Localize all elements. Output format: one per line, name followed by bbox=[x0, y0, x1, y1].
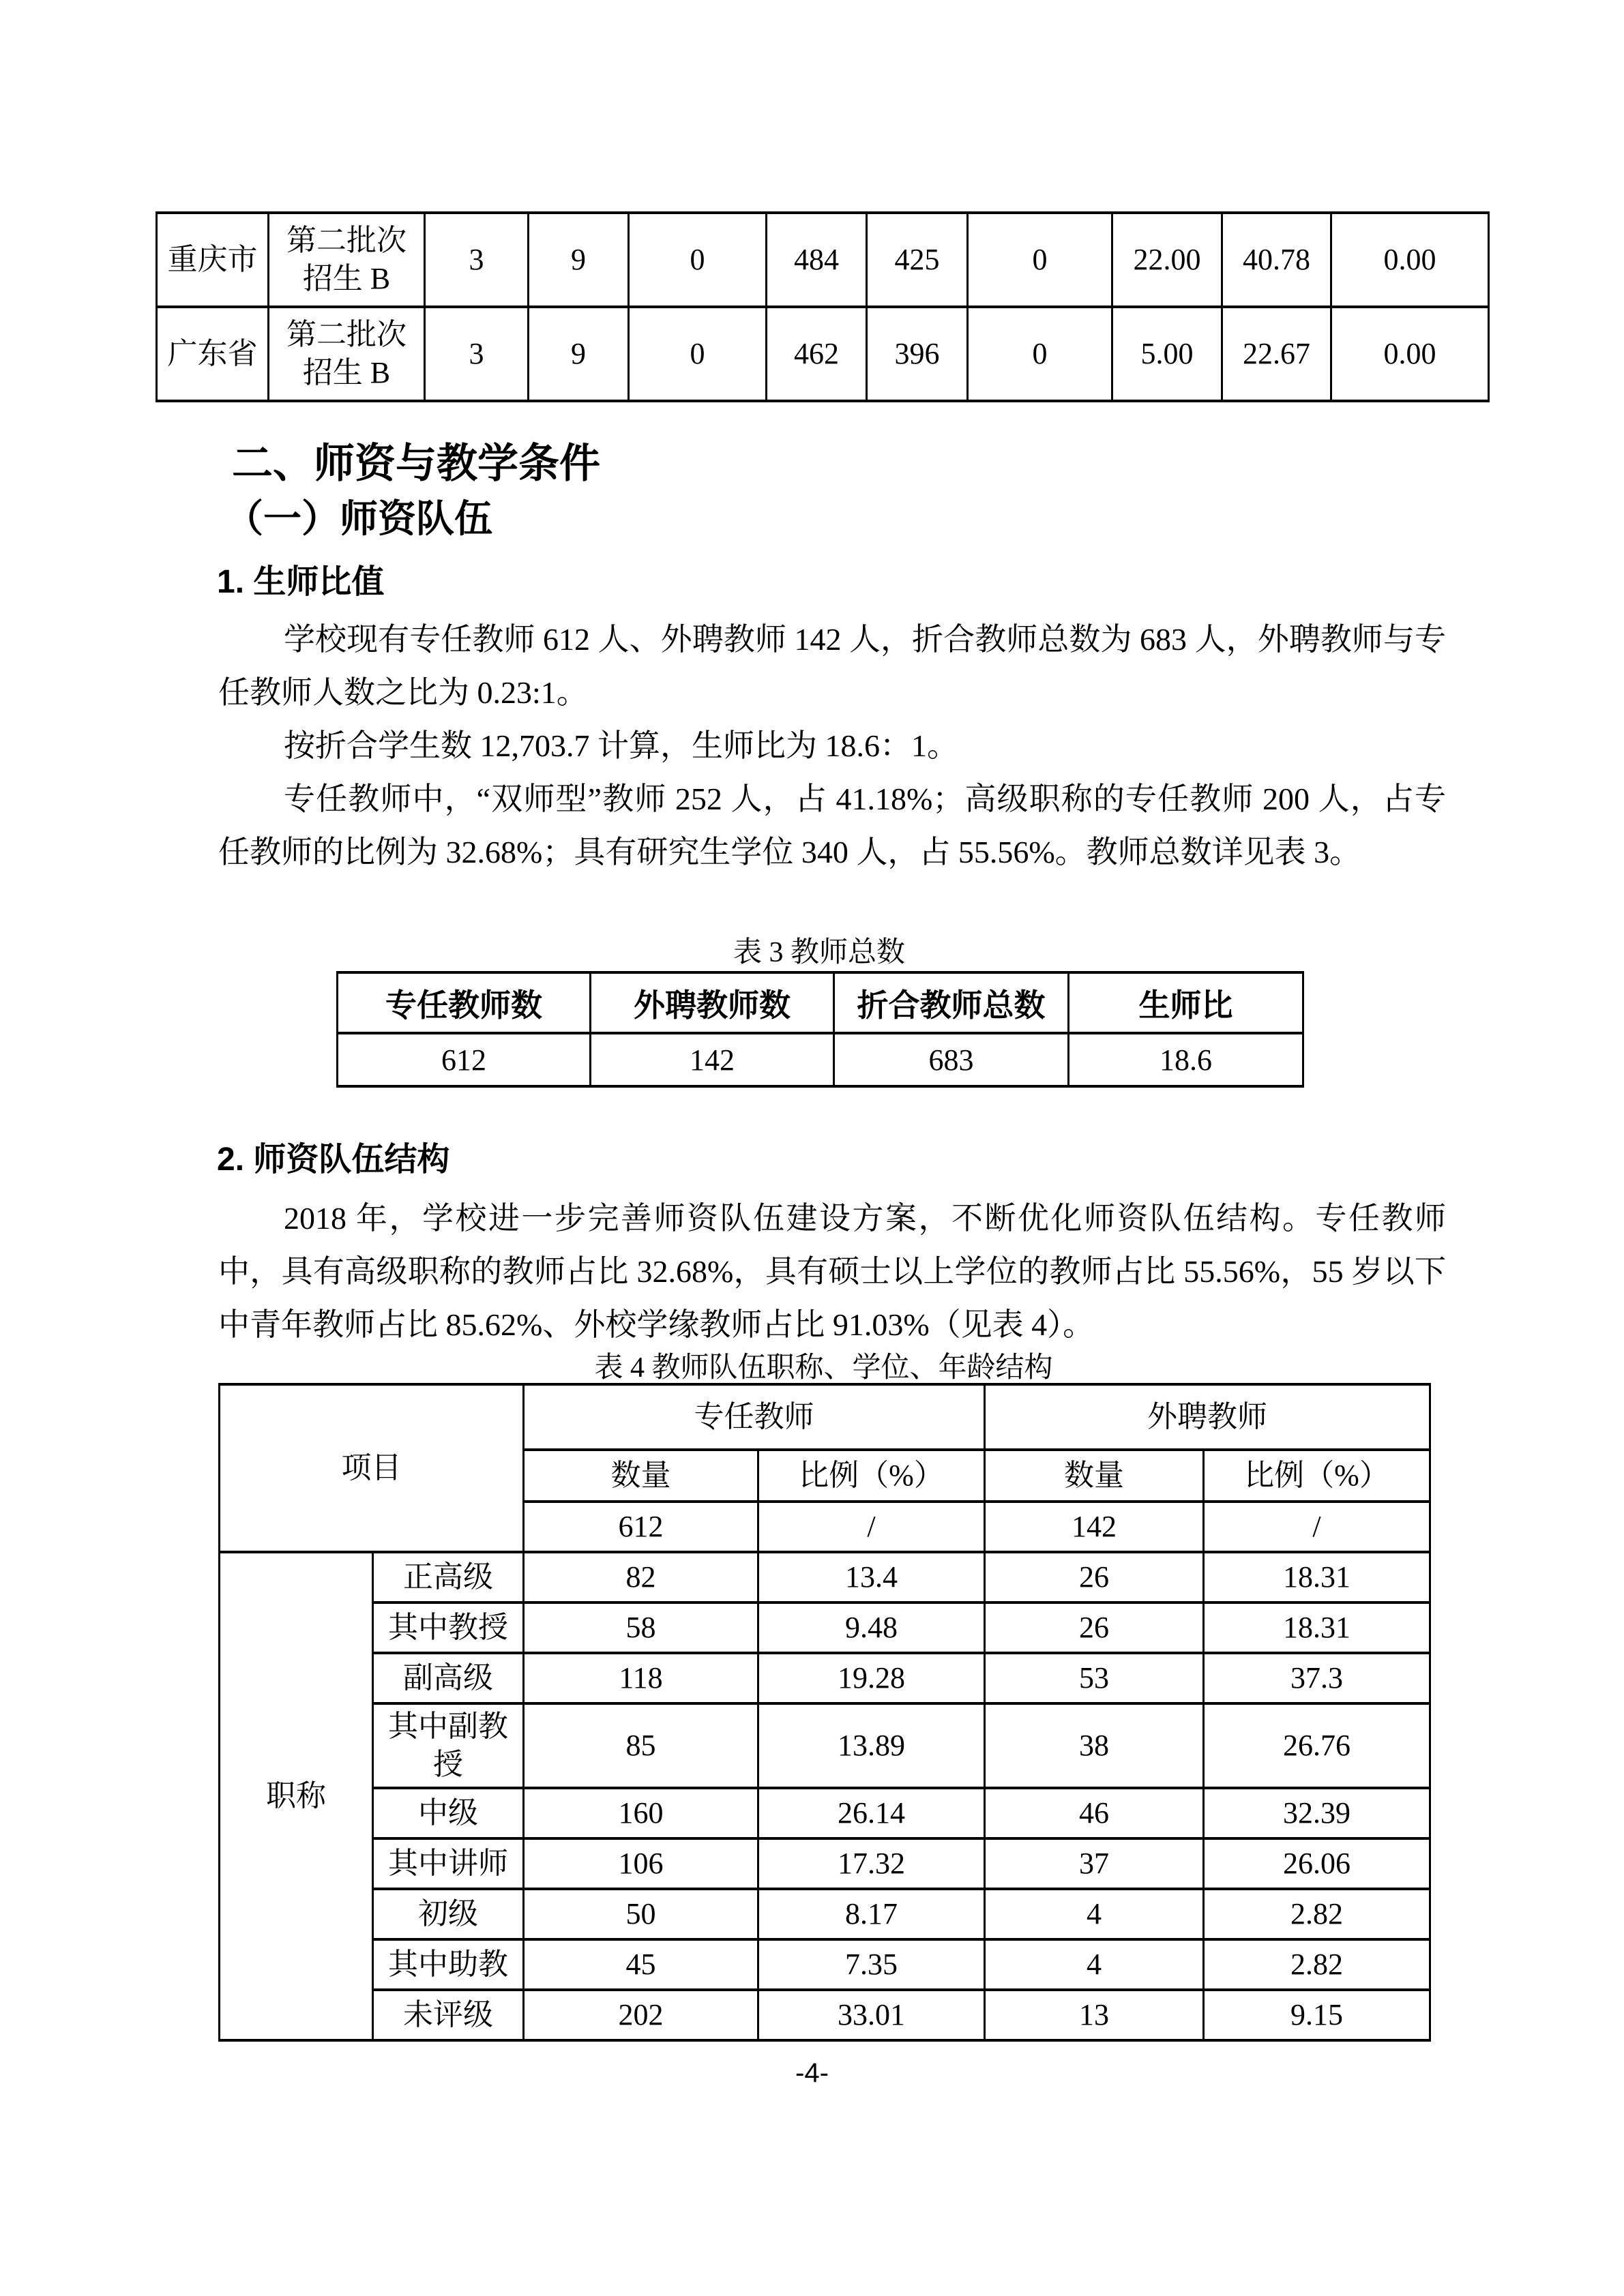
value-cell: 26.06 bbox=[1204, 1838, 1430, 1889]
value-cell: 142 bbox=[591, 1033, 834, 1086]
value-cell: 37 bbox=[985, 1838, 1204, 1889]
value-cell: 38 bbox=[985, 1703, 1204, 1788]
item-heading-2: 2. 师资队伍结构 bbox=[217, 1142, 450, 1178]
header-cell: 外聘教师数 bbox=[591, 972, 834, 1033]
table-row bbox=[220, 1653, 1430, 1703]
value-cell: 0 bbox=[968, 213, 1112, 307]
label-cell: 副高级 bbox=[373, 1653, 524, 1703]
table-row bbox=[220, 1939, 1430, 1990]
value-cell: 2.82 bbox=[1204, 1889, 1430, 1939]
value-cell: 683 bbox=[834, 1033, 1069, 1086]
value-cell: 0 bbox=[629, 213, 767, 307]
region-cell: 重庆市 bbox=[157, 213, 269, 307]
table3-caption: 表 3 教师总数 bbox=[733, 937, 905, 968]
value-cell: 13 bbox=[985, 1990, 1204, 2040]
count-header-cell: 数量 bbox=[985, 1450, 1204, 1502]
table-header-row bbox=[220, 1384, 1430, 1450]
value-cell: 32.39 bbox=[1204, 1788, 1430, 1838]
value-cell: 85 bbox=[524, 1703, 758, 1788]
total-cell: 142 bbox=[985, 1502, 1204, 1552]
table4-caption: 表 4 教师队伍职称、学位、年龄结构 bbox=[594, 1352, 1053, 1384]
body-text-block-2 bbox=[218, 1192, 1446, 1352]
batch-line2: 招生 B bbox=[302, 262, 391, 295]
slash-cell: / bbox=[758, 1502, 985, 1552]
value-cell: 106 bbox=[524, 1838, 758, 1889]
label-cell: 其中讲师 bbox=[373, 1838, 524, 1889]
subsection-heading: （一）师资队伍 bbox=[225, 497, 492, 540]
value-cell: 118 bbox=[524, 1653, 758, 1703]
external-header-cell: 外聘教师 bbox=[985, 1384, 1430, 1450]
admissions-table-continued bbox=[156, 211, 1490, 402]
value-cell: 26.76 bbox=[1204, 1703, 1430, 1788]
value-cell: 9.15 bbox=[1204, 1990, 1430, 2040]
region-cell: 广东省 bbox=[157, 307, 269, 401]
value-cell: 22.00 bbox=[1112, 213, 1222, 307]
batch-line2: 招生 B bbox=[302, 356, 391, 389]
body-text-block-1 bbox=[218, 613, 1446, 932]
value-cell: 18.6 bbox=[1069, 1033, 1303, 1086]
table-row bbox=[220, 1602, 1430, 1653]
value-cell: 18.31 bbox=[1204, 1552, 1430, 1602]
ratio-header-cell: 比例（%） bbox=[758, 1450, 985, 1502]
value-cell: 7.35 bbox=[758, 1939, 985, 1990]
table-row bbox=[220, 1990, 1430, 2040]
ratio-header-cell: 比例（%） bbox=[1204, 1450, 1430, 1502]
value-cell: 33.01 bbox=[758, 1990, 985, 2040]
value-cell: 425 bbox=[867, 213, 968, 307]
table-row bbox=[220, 1703, 1430, 1788]
section-heading: 二、师资与教学条件 bbox=[232, 441, 600, 486]
value-cell: 4 bbox=[985, 1889, 1204, 1939]
label-cell: 初级 bbox=[373, 1889, 524, 1939]
table-row bbox=[220, 1788, 1430, 1838]
label-cell: 其中副教授 bbox=[373, 1703, 524, 1788]
paragraph: 按折合学生数 12,703.7 计算，生师比为 18.6：1。 bbox=[284, 728, 958, 763]
batch-line1: 第二批次 bbox=[286, 318, 407, 351]
value-cell: 612 bbox=[338, 1033, 591, 1086]
table-row bbox=[220, 1552, 1430, 1602]
value-cell: 0.00 bbox=[1331, 213, 1489, 307]
value-cell: 5.00 bbox=[1112, 307, 1222, 401]
fulltime-header-cell: 专任教师 bbox=[524, 1384, 985, 1450]
value-cell: 9 bbox=[529, 307, 629, 401]
label-cell: 其中教授 bbox=[373, 1602, 524, 1653]
table-row bbox=[157, 307, 1489, 401]
table-row bbox=[338, 1033, 1303, 1086]
table-header-row bbox=[338, 972, 1303, 1033]
header-cell: 专任教师数 bbox=[338, 972, 591, 1033]
value-cell: 462 bbox=[767, 307, 867, 401]
value-cell: 46 bbox=[985, 1788, 1204, 1838]
value-cell: 26 bbox=[985, 1602, 1204, 1653]
item-header-cell: 项目 bbox=[220, 1384, 524, 1552]
paragraph: 2018 年，学校进一步完善师资队伍建设方案，不断优化师资队伍结构。专任教师中，具有高级职称的教师占比 32.68%，具有硕士以上学位的教师占比 55.56%，55 岁以下中青年教师占比 85.62%、外校学缘教师占比 91.03%（见表 4）。 bbox=[218, 1201, 1446, 1342]
teacher-total-table bbox=[336, 971, 1304, 1088]
page-number: -4- bbox=[795, 2058, 829, 2088]
table-row bbox=[157, 213, 1489, 307]
value-cell: 37.3 bbox=[1204, 1653, 1430, 1703]
batch-cell bbox=[269, 307, 425, 401]
value-cell: 58 bbox=[524, 1602, 758, 1653]
batch-cell bbox=[269, 213, 425, 307]
table-row bbox=[220, 1838, 1430, 1889]
value-cell: 9 bbox=[529, 213, 629, 307]
value-cell: 82 bbox=[524, 1552, 758, 1602]
value-cell: 0.00 bbox=[1331, 307, 1489, 401]
value-cell: 9.48 bbox=[758, 1602, 985, 1653]
total-cell: 612 bbox=[524, 1502, 758, 1552]
paragraph: 专任教师中，“双师型”教师 252 人，占 41.18%；高级职称的专任教师 200 人，占专任教师的比例为 32.68%；具有研究生学位 340 人，占 55.56%。教师总数详见表 3。 bbox=[218, 781, 1446, 869]
value-cell: 160 bbox=[524, 1788, 758, 1838]
header-cell: 生师比 bbox=[1069, 972, 1303, 1033]
item-heading-1: 1. 生师比值 bbox=[217, 564, 385, 600]
value-cell: 22.67 bbox=[1222, 307, 1331, 401]
paragraph: 学校现有专任教师 612 人、外聘教师 142 人，折合教师总数为 683 人，外聘教师与专任教师人数之比为 0.23:1。 bbox=[218, 622, 1446, 710]
label-cell: 正高级 bbox=[373, 1552, 524, 1602]
value-cell: 3 bbox=[425, 213, 529, 307]
value-cell: 0 bbox=[968, 307, 1112, 401]
value-cell: 53 bbox=[985, 1653, 1204, 1703]
value-cell: 2.82 bbox=[1204, 1939, 1430, 1990]
value-cell: 3 bbox=[425, 307, 529, 401]
value-cell: 19.28 bbox=[758, 1653, 985, 1703]
value-cell: 8.17 bbox=[758, 1889, 985, 1939]
value-cell: 26.14 bbox=[758, 1788, 985, 1838]
label-cell: 中级 bbox=[373, 1788, 524, 1838]
value-cell: 0 bbox=[629, 307, 767, 401]
label-cell: 未评级 bbox=[373, 1990, 524, 2040]
value-cell: 18.31 bbox=[1204, 1602, 1430, 1653]
value-cell: 13.4 bbox=[758, 1552, 985, 1602]
value-cell: 13.89 bbox=[758, 1703, 985, 1788]
value-cell: 202 bbox=[524, 1990, 758, 2040]
teacher-structure-table bbox=[218, 1383, 1431, 2042]
value-cell: 484 bbox=[767, 213, 867, 307]
slash-cell: / bbox=[1204, 1502, 1430, 1552]
value-cell: 26 bbox=[985, 1552, 1204, 1602]
count-header-cell: 数量 bbox=[524, 1450, 758, 1502]
label-cell: 其中助教 bbox=[373, 1939, 524, 1990]
batch-line1: 第二批次 bbox=[286, 224, 407, 257]
value-cell: 45 bbox=[524, 1939, 758, 1990]
value-cell: 40.78 bbox=[1222, 213, 1331, 307]
value-cell: 396 bbox=[867, 307, 968, 401]
row-group-label-cell: 职称 bbox=[220, 1552, 373, 2040]
value-cell: 17.32 bbox=[758, 1838, 985, 1889]
value-cell: 50 bbox=[524, 1889, 758, 1939]
table-row bbox=[220, 1889, 1430, 1939]
value-cell: 4 bbox=[985, 1939, 1204, 1990]
header-cell: 折合教师总数 bbox=[834, 972, 1069, 1033]
